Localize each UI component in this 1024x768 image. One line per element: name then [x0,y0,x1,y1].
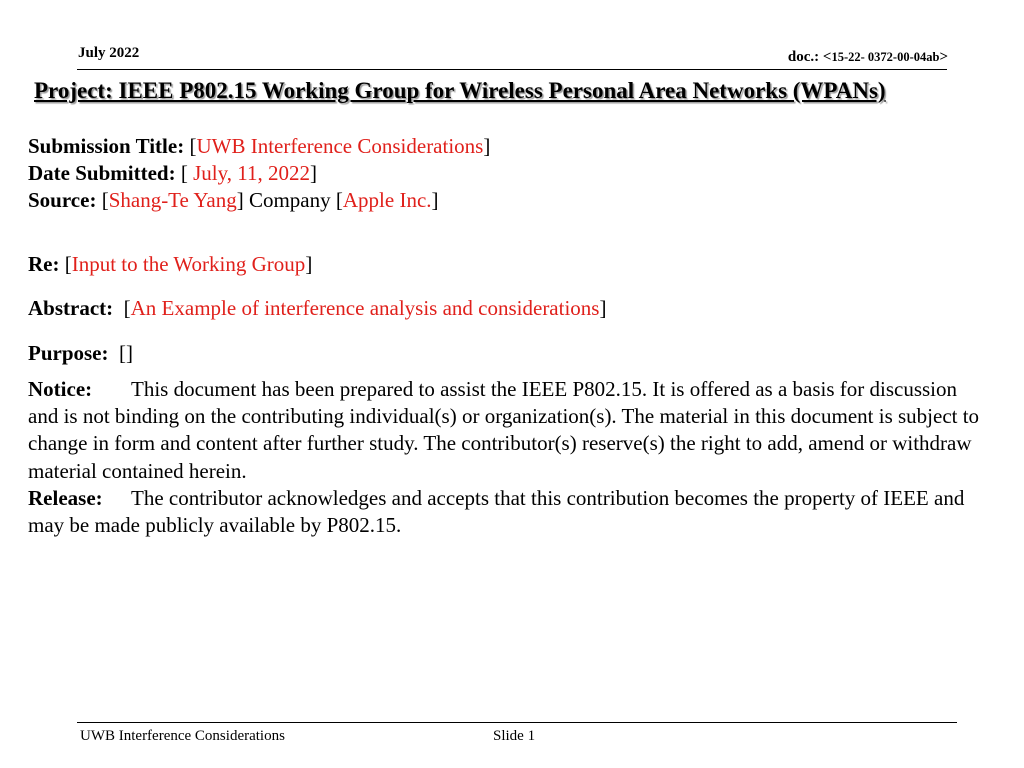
release-label: Release: [28,485,103,510]
header-date: July 2022 [78,45,140,61]
header-divider [77,69,947,70]
submission-title-line: Submission Title: [UWB Interference Considerations] [28,134,491,158]
date-submitted-value: July, 11, 2022 [187,161,310,185]
notice-paragraph [28,376,988,485]
source-company-label: Company [248,188,331,212]
re-value: Input to the Working Group [71,252,306,276]
re-label: Re: [28,252,60,276]
source-company: Apple Inc. [342,188,432,212]
abstract-label: Abstract: [28,296,114,320]
submission-title-label: Submission Title: [28,134,185,158]
notice-text: This document has been prepared to assist the IEEE P802.15. It is offered as a basis for discussion and is not binding on the contributing individual(s) or organization(s). The material in this document is subject to change in form and content after further study. The contributor(s) reserve(s) the right to add, amend or withdraw material contained herein. [28,377,980,483]
footer-title: UWB Interference Considerations [80,728,285,744]
doc-close: > [939,49,948,65]
purpose-label: Purpose: [28,341,109,365]
re-line: Re: [Input to the Working Group] [28,252,313,276]
submission-title-value: UWB Interference Considerations [196,134,484,158]
notice-block [28,376,988,539]
source-line: Source: [Shang-Te Yang] Company [Apple Inc.] [28,188,439,212]
abstract-line: Abstract: [An Example of interference analysis and considerations] [28,296,607,320]
date-submitted-line: Date Submitted: [ July, 11, 2022] [28,161,317,185]
date-submitted-label: Date Submitted: [28,161,176,185]
project-title: Project: IEEE P802.15 Working Group for Wireless Personal Area Networks (WPANs) [34,78,886,103]
purpose-line [28,340,133,367]
notice-label: Notice: [28,377,93,401]
purpose-value: [] [119,341,133,365]
footer-divider [77,722,957,723]
release-text: The contributor acknowledges and accepts that this contribution becomes the property of IEEE and may be made publicly available by P802.15. [28,485,965,538]
abstract-value: An Example of interference analysis and considerations [130,296,600,320]
header-doc-id [788,49,948,66]
source-author: Shang-Te Yang [108,188,237,212]
footer-slide-number: Slide 1 [493,728,536,744]
release-paragraph [28,485,988,539]
doc-number: 15-22- 0372-00-04ab [831,50,940,64]
source-label: Source: [28,188,97,212]
doc-label: doc.: < [787,49,832,65]
